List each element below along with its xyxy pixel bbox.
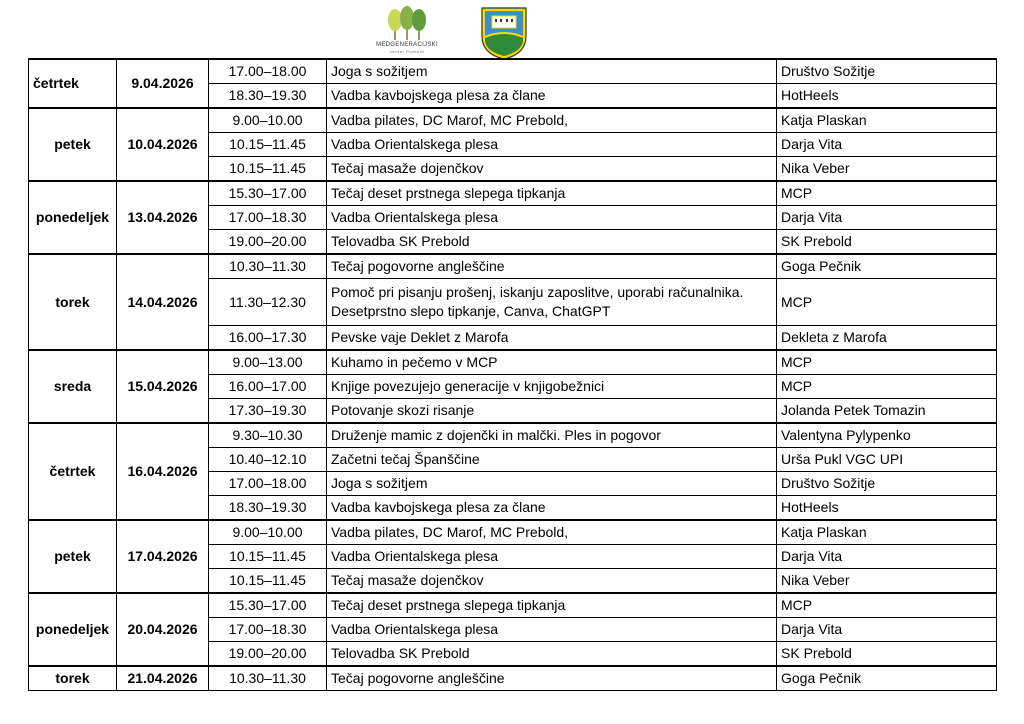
activity-cell: Tečaj masaže dojenčkov [327, 569, 777, 594]
activity-cell: Tečaj pogovorne angleščine [327, 666, 777, 691]
table-row [29, 108, 997, 133]
host-cell: MCP [777, 279, 997, 326]
host-cell: Darja Vita [777, 133, 997, 157]
table-row [29, 666, 997, 691]
table-row [29, 350, 997, 375]
time-cell: 11.30–12.30 [209, 279, 327, 326]
activity-cell: Pevske vaje Deklet z Marofa [327, 326, 777, 351]
time-cell: 17.00–18.00 [209, 59, 327, 84]
medgeneracijski-center-logo [368, 6, 446, 60]
day-cell: ponedeljek [29, 181, 117, 254]
activity-cell: Vadba Orientalskega plesa [327, 206, 777, 230]
time-cell: 10.30–11.30 [209, 254, 327, 279]
time-cell: 9.00–10.00 [209, 108, 327, 133]
day-cell: petek [29, 520, 117, 593]
activity-cell: Vadba Orientalskega plesa [327, 618, 777, 642]
date-cell: 9.04.2026 [117, 59, 209, 108]
host-cell: SK Prebold [777, 642, 997, 667]
host-cell: Katja Plaskan [777, 520, 997, 545]
trees-icon [385, 6, 429, 42]
host-cell: Goga Pečnik [777, 254, 997, 279]
activity-cell: Vadba kavbojskega plesa za člane [327, 84, 777, 109]
time-cell: 15.30–17.00 [209, 181, 327, 206]
activity-cell: Vadba Orientalskega plesa [327, 545, 777, 569]
day-cell: torek [29, 666, 117, 691]
activity-cell: Tečaj deset prstnega slepega tipkanja [327, 181, 777, 206]
table-row [29, 520, 997, 545]
day-cell: sreda [29, 350, 117, 423]
date-cell: 13.04.2026 [117, 181, 209, 254]
activity-cell: Pomoč pri pisanju prošenj, iskanju zaposlitve, uporabi računalnika. Desetprstno slepo tipkanje, Canva, ChatGPT [327, 279, 777, 326]
host-cell: MCP [777, 593, 997, 618]
time-cell: 9.30–10.30 [209, 423, 327, 448]
activity-cell: Potovanje skozi risanje [327, 399, 777, 424]
time-cell: 10.15–11.45 [209, 569, 327, 594]
time-cell: 17.00–18.30 [209, 206, 327, 230]
header-logos [0, 4, 1024, 58]
logo-text-line1: MEDGENERACIJSKI [376, 42, 438, 48]
time-cell: 17.00–18.00 [209, 472, 327, 496]
time-cell: 16.00–17.30 [209, 326, 327, 351]
host-cell: Nika Veber [777, 157, 997, 182]
time-cell: 17.30–19.30 [209, 399, 327, 424]
activity-cell: Vadba pilates, DC Marof, MC Prebold, [327, 520, 777, 545]
time-cell: 19.00–20.00 [209, 642, 327, 667]
host-cell: Darja Vita [777, 545, 997, 569]
time-cell: 17.00–18.30 [209, 618, 327, 642]
activity-cell: Tečaj masaže dojenčkov [327, 157, 777, 182]
day-cell: četrtek [29, 423, 117, 520]
time-cell: 15.30–17.00 [209, 593, 327, 618]
activity-cell: Joga s sožitjem [327, 59, 777, 84]
activity-cell: Kuhamo in pečemo v MCP [327, 350, 777, 375]
host-cell: MCP [777, 350, 997, 375]
activity-cell: Vadba pilates, DC Marof, MC Prebold, [327, 108, 777, 133]
activity-cell: Vadba kavbojskega plesa za člane [327, 496, 777, 521]
host-cell: Društvo Sožitje [777, 472, 997, 496]
day-cell: ponedeljek [29, 593, 117, 666]
time-cell: 10.15–11.45 [209, 133, 327, 157]
host-cell: Katja Plaskan [777, 108, 997, 133]
host-cell: HotHeels [777, 496, 997, 521]
table-row [29, 593, 997, 618]
table-row [29, 254, 997, 279]
host-cell: Jolanda Petek Tomazin [777, 399, 997, 424]
time-cell: 16.00–17.00 [209, 375, 327, 399]
time-cell: 10.15–11.45 [209, 157, 327, 182]
date-cell: 14.04.2026 [117, 254, 209, 350]
host-cell: Nika Veber [777, 569, 997, 594]
host-cell: SK Prebold [777, 230, 997, 255]
activity-cell: Knjige povezujejo generacije v knjigobežnici [327, 375, 777, 399]
time-cell: 10.40–12.10 [209, 448, 327, 472]
time-cell: 18.30–19.30 [209, 84, 327, 109]
time-cell: 10.15–11.45 [209, 545, 327, 569]
date-cell: 20.04.2026 [117, 593, 209, 666]
time-cell: 18.30–19.30 [209, 496, 327, 521]
host-cell: Darja Vita [777, 206, 997, 230]
date-cell: 21.04.2026 [117, 666, 209, 691]
date-cell: 16.04.2026 [117, 423, 209, 520]
activity-cell: Tečaj deset prstnega slepega tipkanja [327, 593, 777, 618]
table-row [29, 423, 997, 448]
host-cell: Valentyna Pylypenko [777, 423, 997, 448]
host-cell: Društvo Sožitje [777, 59, 997, 84]
host-cell: MCP [777, 181, 997, 206]
date-cell: 15.04.2026 [117, 350, 209, 423]
schedule-table [28, 58, 997, 691]
day-cell: četrtek [29, 59, 117, 108]
activity-cell: Joga s sožitjem [327, 472, 777, 496]
activity-cell: Telovadba SK Prebold [327, 642, 777, 667]
activity-cell: Tečaj pogovorne angleščine [327, 254, 777, 279]
host-cell: Goga Pečnik [777, 666, 997, 691]
table-row [29, 59, 997, 84]
day-cell: petek [29, 108, 117, 181]
schedule-body [29, 59, 997, 691]
activity-cell: Začetni tečaj Španščine [327, 448, 777, 472]
table-row [29, 181, 997, 206]
day-cell: torek [29, 254, 117, 350]
time-cell: 9.00–13.00 [209, 350, 327, 375]
activity-cell: Telovadba SK Prebold [327, 230, 777, 255]
date-cell: 10.04.2026 [117, 108, 209, 181]
municipality-crest-icon [480, 6, 528, 60]
date-cell: 17.04.2026 [117, 520, 209, 593]
activity-cell: Druženje mamic z dojenčki in malčki. Ples in pogovor [327, 423, 777, 448]
time-cell: 10.30–11.30 [209, 666, 327, 691]
host-cell: Darja Vita [777, 618, 997, 642]
logo-text-line2: center Prebold [389, 49, 425, 54]
activity-cell: Vadba Orientalskega plesa [327, 133, 777, 157]
host-cell: HotHeels [777, 84, 997, 109]
host-cell: Dekleta z Marofa [777, 326, 997, 351]
time-cell: 19.00–20.00 [209, 230, 327, 255]
host-cell: Urša Pukl VGC UPI [777, 448, 997, 472]
host-cell: MCP [777, 375, 997, 399]
time-cell: 9.00–10.00 [209, 520, 327, 545]
